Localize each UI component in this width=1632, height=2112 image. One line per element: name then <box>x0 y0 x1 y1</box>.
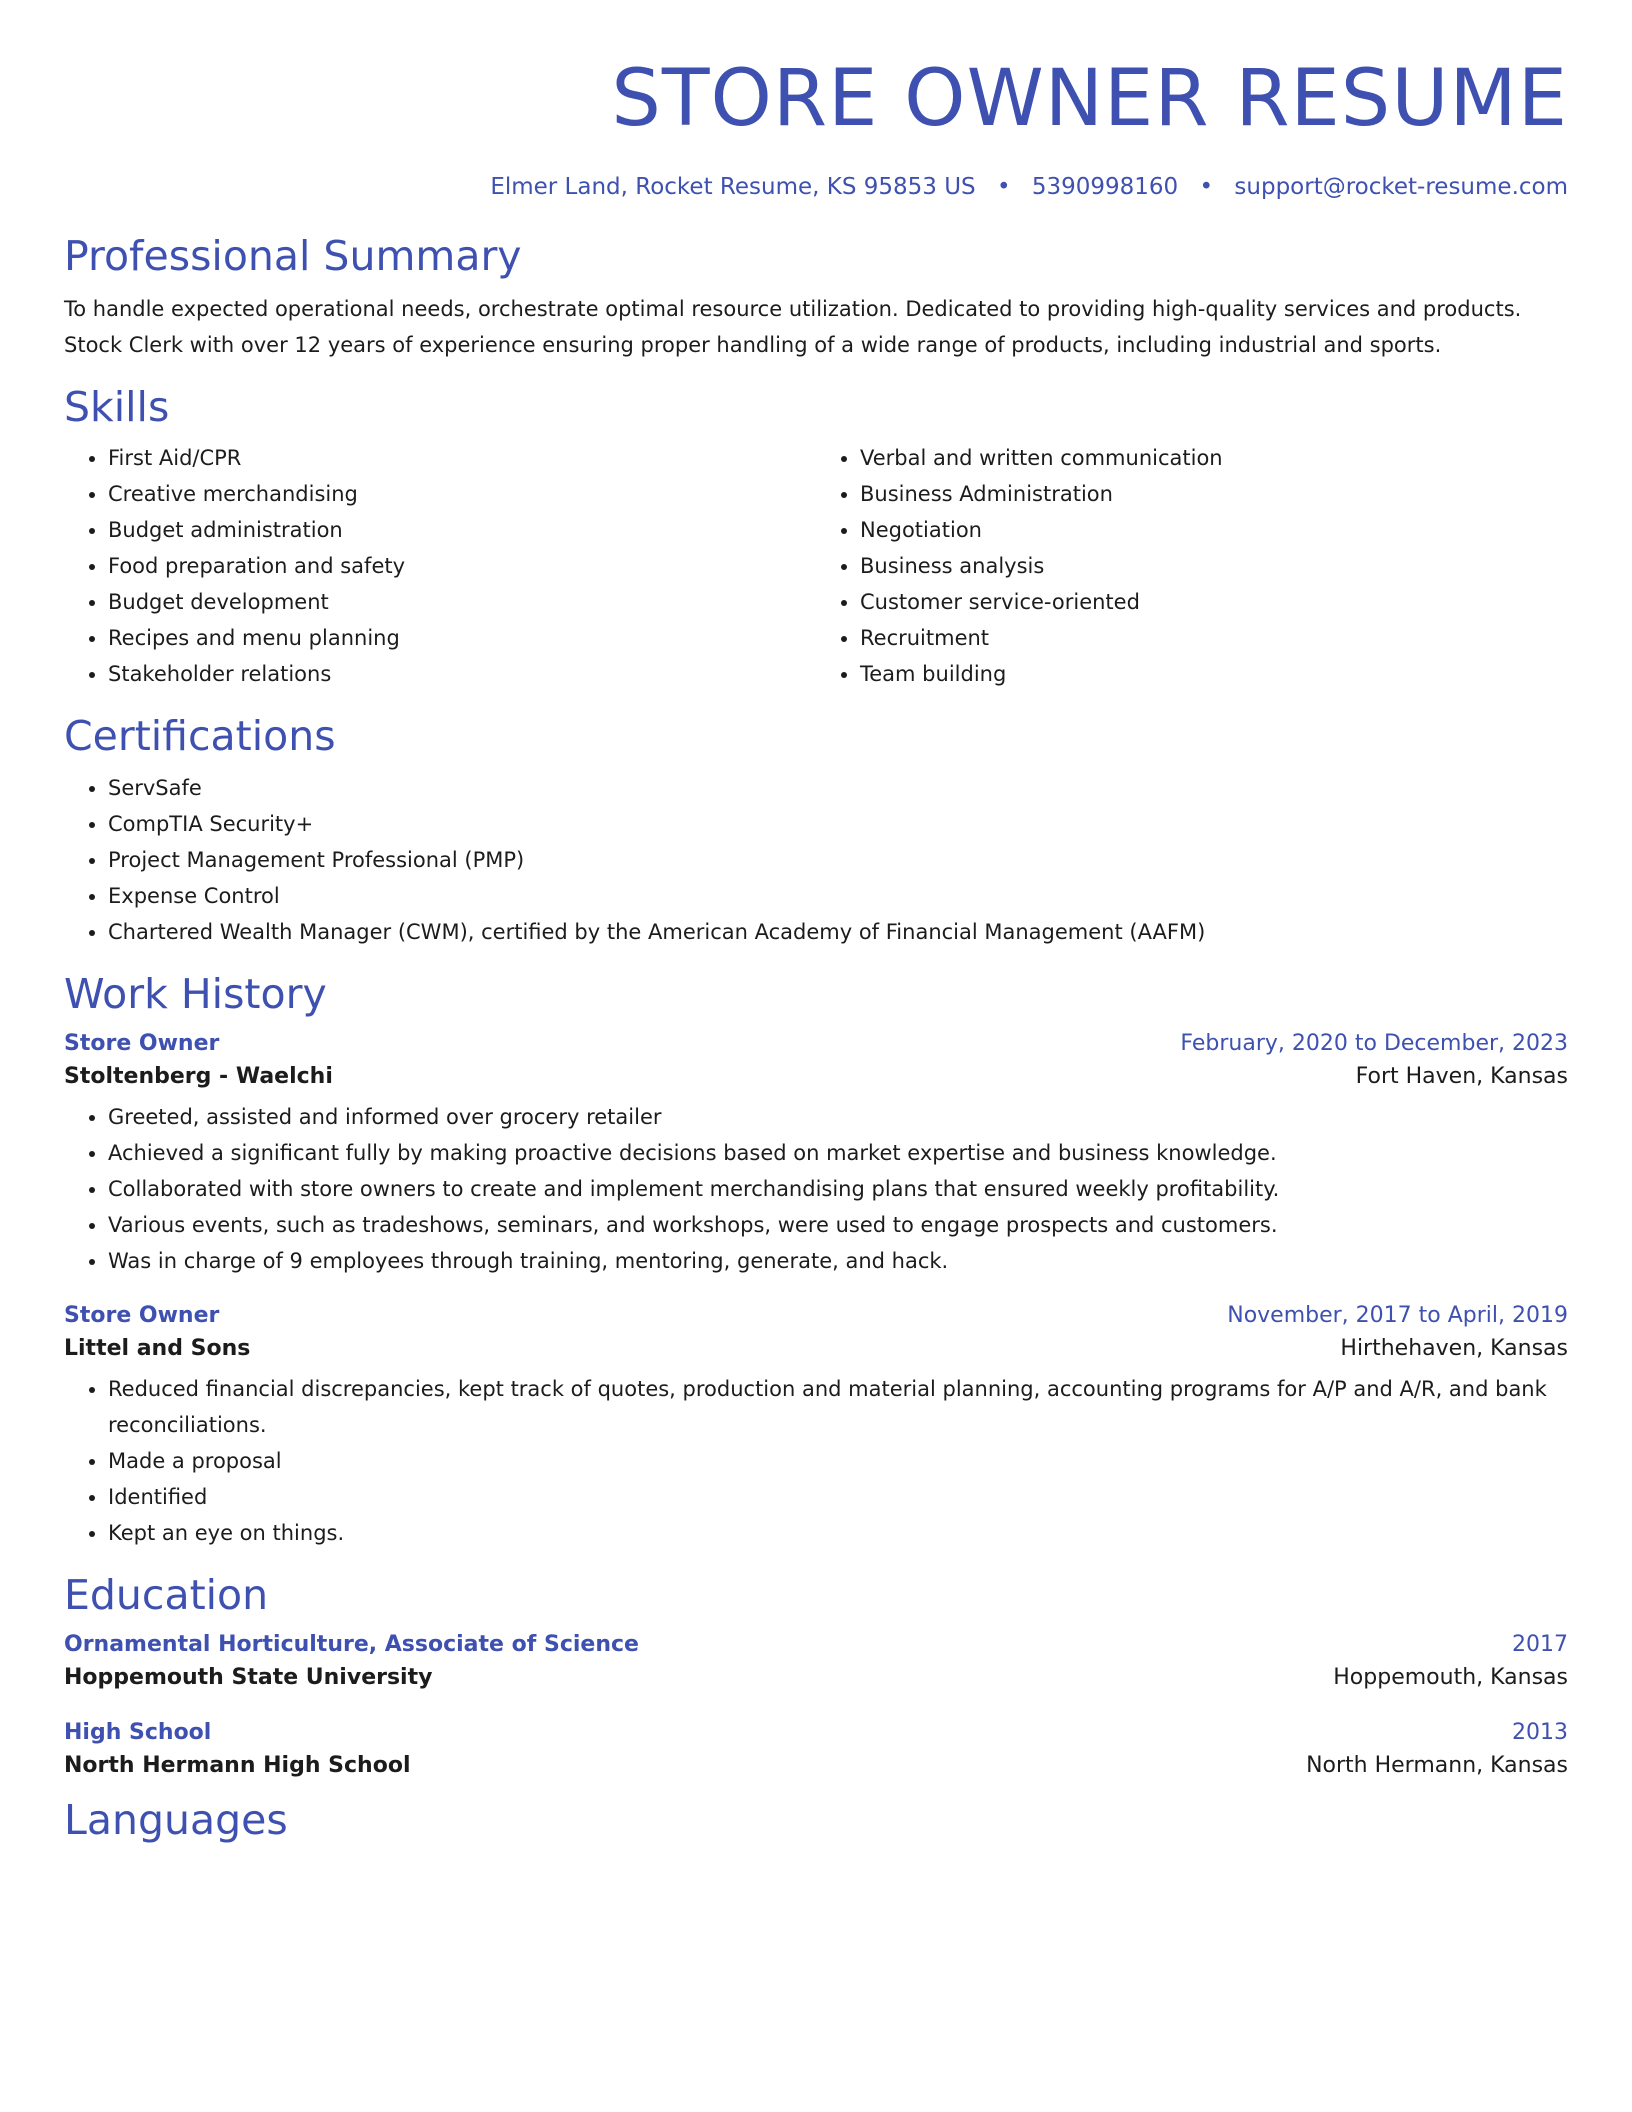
job-bullet: • Various events, such as tradeshows, seminars, and workshops, were used to engage prospects and customers. <box>108 1207 1568 1243</box>
skills-list-right <box>816 440 1568 692</box>
skills-columns <box>64 440 1568 692</box>
job-dates: February, 2020 to December, 2023 <box>1180 1030 1568 1056</box>
skill-item: • Food preparation and safety <box>108 548 816 584</box>
summary-line: Stock Clerk with over 12 years of experience ensuring proper handling of a wide range of products, including industrial and sports. <box>64 333 1442 358</box>
education-entry <box>64 1632 1568 1690</box>
skill-item: • Team building <box>860 656 1568 692</box>
job-header-row <box>64 1031 1568 1056</box>
education-location: North Hermann, Kansas <box>1306 1752 1568 1778</box>
contact-address: Elmer Land, Rocket Resume, KS 95853 US <box>490 174 976 200</box>
job-bullet: • Kept an eye on things. <box>108 1515 1568 1551</box>
education-degree: High School <box>64 1719 212 1745</box>
job-bullet: • Made a proposal <box>108 1443 1568 1479</box>
job-entry <box>64 1031 1568 1279</box>
education-degree: Ornamental Horticulture, Associate of Science <box>64 1631 639 1657</box>
work-history-heading: Work History <box>64 969 327 1018</box>
education-degree-row <box>64 1632 1568 1657</box>
skill-item: • Customer service-oriented <box>860 584 1568 620</box>
certifications-section <box>64 712 1568 949</box>
education-year: 2013 <box>1512 1719 1568 1745</box>
contact-line <box>64 174 1568 200</box>
job-title: Store Owner <box>64 1302 220 1328</box>
skill-item: • Stakeholder relations <box>108 656 816 692</box>
job-dates: November, 2017 to April, 2019 <box>1227 1302 1568 1328</box>
languages-heading: Languages <box>64 1795 288 1844</box>
job-company: Littel and Sons <box>64 1335 251 1361</box>
summary-section <box>64 232 1568 363</box>
certification-item: • ServSafe <box>108 770 1568 806</box>
job-company-row <box>64 1336 1568 1361</box>
contact-email[interactable]: support@rocket-resume.com <box>1234 174 1568 200</box>
job-bullet: • Greeted, assisted and informed over grocery retailer <box>108 1099 1568 1135</box>
job-location: Fort Haven, Kansas <box>1355 1063 1568 1089</box>
job-bullets <box>64 1099 1568 1279</box>
summary-line: To handle expected operational needs, orchestrate optimal resource utilization. Dedicated to providing high-quality services and products. <box>64 297 1522 322</box>
certification-item: • Expense Control <box>108 878 1568 914</box>
certification-item: • Project Management Professional (PMP) <box>108 842 1568 878</box>
skill-item: • Business analysis <box>860 548 1568 584</box>
job-entry <box>64 1303 1568 1551</box>
education-school: Hoppemouth State University <box>64 1664 433 1690</box>
education-school: North Hermann High School <box>64 1752 411 1778</box>
education-school-row <box>64 1753 1568 1778</box>
certification-item: • Chartered Wealth Manager (CWM), certified by the American Academy of Financial Management (AAFM) <box>108 914 1568 950</box>
skill-item: • Budget development <box>108 584 816 620</box>
skill-item: • Verbal and written communication <box>860 440 1568 476</box>
job-bullet: • Identified <box>108 1479 1568 1515</box>
separator-dot: • <box>1199 174 1214 200</box>
work-history-section <box>64 970 1568 1551</box>
languages-section <box>64 1796 1568 1845</box>
skill-item: • Recipes and menu planning <box>108 620 816 656</box>
skills-heading: Skills <box>64 383 170 432</box>
resume-title: STORE OWNER RESUME <box>611 54 1568 144</box>
skills-section <box>64 383 1568 692</box>
education-location: Hoppemouth, Kansas <box>1333 1664 1568 1690</box>
job-bullets <box>64 1371 1568 1551</box>
job-bullet: • Achieved a significant fully by making proactive decisions based on market expertise and business knowledge. <box>108 1135 1568 1171</box>
education-school-row <box>64 1665 1568 1690</box>
education-year: 2017 <box>1512 1631 1568 1657</box>
skill-item: • Business Administration <box>860 476 1568 512</box>
job-bullet: • Reduced financial discrepancies, kept track of quotes, production and material planning, accounting programs for A/P and A/R, and bank reconciliations. <box>108 1371 1568 1443</box>
job-bullet: • Was in charge of 9 employees through training, mentoring, generate, and hack. <box>108 1243 1568 1279</box>
education-heading: Education <box>64 1570 269 1619</box>
certifications-list <box>64 770 1568 950</box>
job-header-row <box>64 1303 1568 1328</box>
education-entry <box>64 1720 1568 1778</box>
skills-list-left <box>64 440 816 692</box>
skill-item: • Budget administration <box>108 512 816 548</box>
contact-phone: 5390998160 <box>1031 174 1179 200</box>
job-company: Stoltenberg - Waelchi <box>64 1063 333 1089</box>
job-title: Store Owner <box>64 1030 220 1056</box>
skill-item: • Negotiation <box>860 512 1568 548</box>
separator-dot: • <box>996 174 1011 200</box>
certifications-heading: Certifications <box>64 712 336 761</box>
certification-item: • CompTIA Security+ <box>108 806 1568 842</box>
skill-item: • Recruitment <box>860 620 1568 656</box>
job-company-row <box>64 1064 1568 1089</box>
education-degree-row <box>64 1720 1568 1745</box>
summary-heading: Professional Summary <box>64 232 522 280</box>
skill-item: • First Aid/CPR <box>108 440 816 476</box>
job-bullet: • Collaborated with store owners to create and implement merchandising plans that ensured weekly profitability. <box>108 1171 1568 1207</box>
summary-text <box>64 291 1568 363</box>
education-section <box>64 1571 1568 1778</box>
job-location: Hirthehaven, Kansas <box>1340 1335 1568 1361</box>
skill-item: • Creative merchandising <box>108 476 816 512</box>
